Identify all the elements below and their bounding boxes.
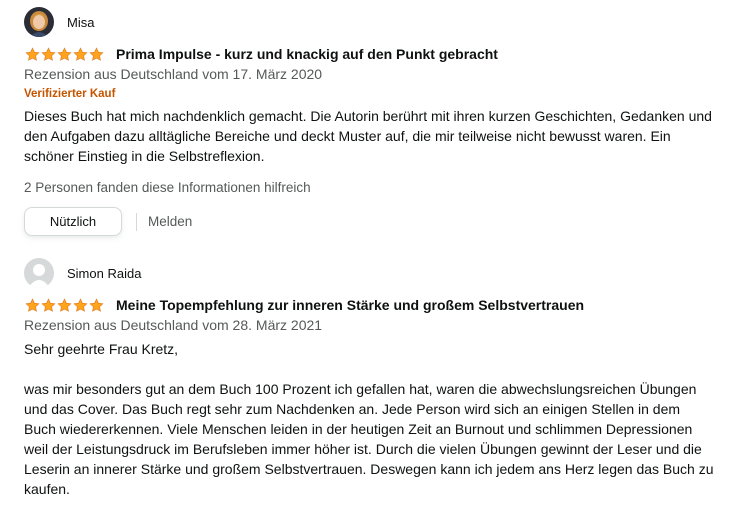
review-paragraph: Dieses Buch hat mich nachdenklich gemacht. Die Autorin berührt mit ihren kurzen Geschichten, Gedanken und den Aufgaben dazu alltägliche Bereiche und deckt Muster auf, die mir teilweise nicht bewusst waren. Ein schöner Einstieg in die Selbstreflexion. [24, 108, 712, 164]
review-paragraph: Sehr geehrte Frau Kretz, [24, 341, 179, 357]
star-icon [25, 298, 40, 313]
report-link[interactable]: Melden [148, 214, 193, 229]
reviewer-name[interactable]: Simon Raida [67, 265, 142, 281]
star-rating[interactable] [25, 47, 104, 62]
star-icon [57, 47, 72, 62]
helpful-count: 2 Personen fanden diese Informationen hilfreich [24, 180, 311, 195]
star-icon [73, 298, 88, 313]
star-rating[interactable] [25, 298, 104, 313]
review-date: Rezension aus Deutschland vom 28. März 2021 [24, 317, 323, 333]
review-paragraph: was mir besonders gut an dem Buch 100 Prozent ich gefallen hat, waren die abwechslungsreichen Übungen und das Cover. Das Buch regt sehr zum Nachdenken an. Jede Person wird sich an einigen Stellen in dem Buch wiedererkennen. Viele Menschen leiden in der heutigen Zeit an Burnout und schlimmen Depressionen weil der Leistungsdruck im Berufsleben immer höher ist. Durch die vielen Übungen gewinnt der Leser und die Leserin an innerer Stärke und großem Selbstvertrauen. Deswegen kann ich jedem ans Herz legen das Buch zu kaufen. [24, 381, 714, 497]
avatar [24, 7, 54, 37]
default-avatar-icon [24, 258, 54, 288]
star-icon [41, 298, 56, 313]
divider [136, 213, 137, 231]
star-icon [73, 47, 88, 62]
review-body [24, 106, 714, 166]
reviewer-profile[interactable] [24, 258, 714, 288]
review-2 [24, 258, 714, 499]
review-title[interactable]: Prima Impulse - kurz und knackig auf den Punkt gebracht [116, 46, 498, 62]
star-icon [25, 47, 40, 62]
star-icon [89, 47, 104, 62]
reviewer-name[interactable]: Misa [67, 14, 95, 30]
star-icon [57, 298, 72, 313]
helpful-button[interactable]: Nützlich [24, 207, 122, 236]
review-title[interactable]: Meine Topempfehlung zur inneren Stärke und großem Selbstvertrauen [116, 297, 585, 313]
review-body [24, 339, 714, 499]
review-1 [24, 7, 714, 236]
verified-purchase-badge[interactable]: Verifizierter Kauf [24, 88, 116, 100]
star-icon [41, 47, 56, 62]
star-icon [89, 298, 104, 313]
review-date: Rezension aus Deutschland vom 17. März 2020 [24, 66, 323, 82]
reviewer-profile[interactable] [24, 7, 714, 37]
